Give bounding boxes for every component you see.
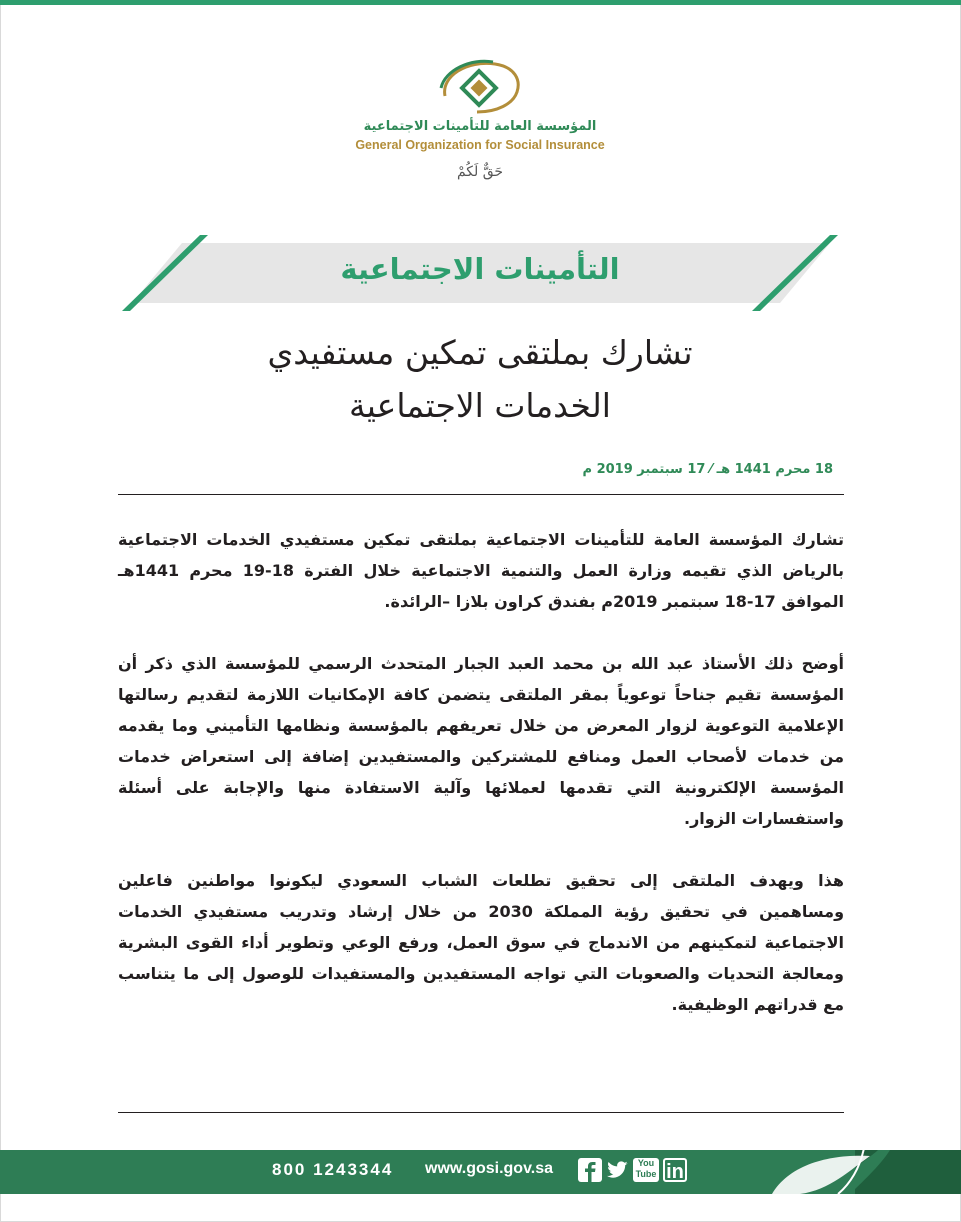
org-name-arabic: المؤسسة العامة للتأمينات الاجتماعية xyxy=(363,119,597,134)
linkedin-icon[interactable]: in xyxy=(663,1158,687,1182)
banner-title: التأمينات الاجتماعية xyxy=(340,252,620,286)
footer-leaf-decoration xyxy=(760,1150,961,1194)
website-link[interactable]: www.gosi.gov.sa xyxy=(425,1160,554,1177)
headline-line-2: الخدمات الاجتماعية xyxy=(349,386,611,425)
divider-top xyxy=(118,494,844,495)
facebook-icon[interactable] xyxy=(578,1158,602,1182)
headline-line-1: تشارك بملتقى تمكين مستفيدي xyxy=(267,333,693,372)
youtube-label-top: You xyxy=(637,1158,655,1168)
org-name-english: General Organization for Social Insurance xyxy=(355,138,605,152)
headline xyxy=(100,326,860,432)
twitter-icon[interactable] xyxy=(605,1158,629,1182)
top-accent-bar xyxy=(0,0,961,5)
youtube-icon[interactable] xyxy=(633,1158,659,1182)
divider-bottom xyxy=(118,1112,844,1113)
publish-date: 18 محرم 1441 هـ ⁄ 17 سبتمبر 2019 م xyxy=(582,462,833,477)
gosi-logo-icon xyxy=(437,58,523,116)
slogan: حَقٌّ لَكُمْ xyxy=(456,164,504,180)
paragraph-3: هذا ويهدف الملتقى إلى تحقيق تطلعات الشباب السعودي ليكونوا مواطنين فاعلين ومساهمين في تحقيق رؤية المملكة 2030 من خلال إرشاد وتدريب مستفيدي الخدمات الاجتماعية لتمكينهم من الاندماج في سوق العمل، ورفع الوعي وتطوير أداء القوى البشرية ومعالجة التحديات والصعوبات التي تواجه المستفيدين والمستفيدات للوصول إلى ما يتناسب مع قدراتهم الوظيفية. xyxy=(118,871,845,1014)
youtube-label-bottom: Tube xyxy=(635,1169,657,1179)
paragraph-1: تشارك المؤسسة العامة للتأمينات الاجتماعية بملتقى تمكين مستفيدي الخدمات الاجتماعية بالرياض الذي تقيمه وزارة العمل والتنمية الاجتماعية خلال الفترة 18-19 محرم 1441هـ الموافق 17-18 سبتمبر 2019م بفندق كراون بلازا –الرائدة. xyxy=(118,530,844,611)
phone-number[interactable]: 800 1243344 xyxy=(272,1160,394,1179)
paragraph-2: أوضح ذلك الأستاذ عبد الله بن محمد العبد الجبار المتحدث الرسمي للمؤسسة الذي ذكر أن المؤسسة تقيم جناحاً توعوياً بمقر الملتقى يتضمن كافة الإمكانيات اللازمة لتقديم رسالتها الإعلامية التوعوية لزوار المعرض من خلال تعريفهم بالمؤسسة ونظامها التأميني وما يقدمه من خدمات لأصحاب العمل ومنافع للمشتركين والمستفيدين إضافة إلى استعراض خدمات المؤسسة الإلكترونية التي تقدمها لعملائها وآلية الاستفادة منها والإجابة على أسئلة واستفسارات الزوار. xyxy=(118,654,844,828)
article-body xyxy=(118,524,844,1051)
